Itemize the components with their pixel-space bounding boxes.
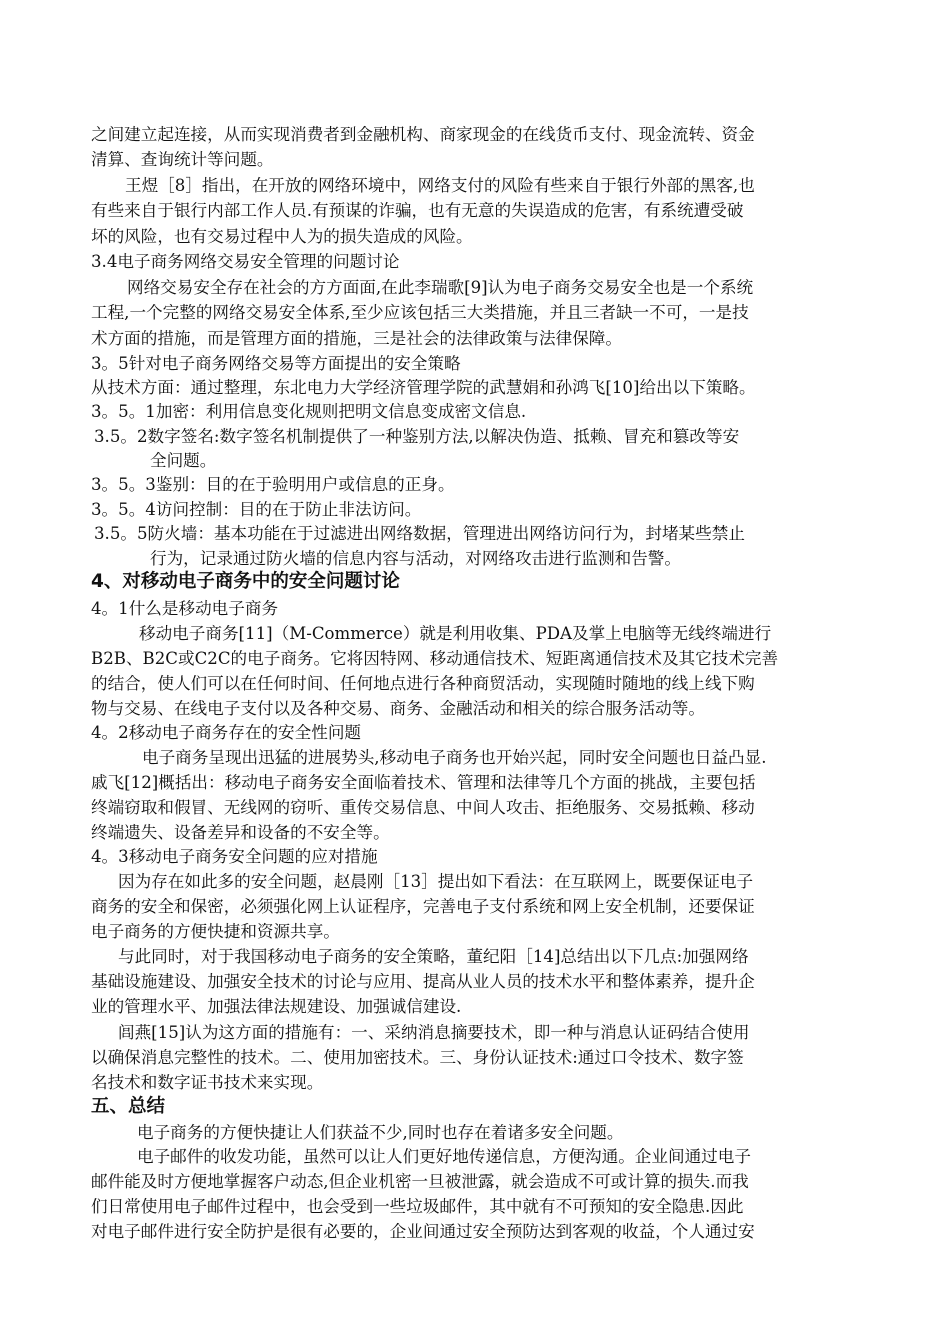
section-heading-3-5: 3。5针对电子商务网络交易等方面提出的安全策略 xyxy=(91,354,461,373)
body-text-line: 有些来自于银行内部工作人员.有预谋的诈骗，也有无意的失误造成的危害，有系统遭受破 xyxy=(91,201,744,220)
body-text-line: 物与交易、在线电子支付以及各种交易、商务、金融活动和相关的综合服务活动等。 xyxy=(91,699,705,718)
section-heading-3-4: 3.4电子商务网络交易安全管理的问题讨论 xyxy=(91,252,400,271)
list-item-3-5-1: 3。5。1加密：利用信息变化规则把明文信息变成密文信息. xyxy=(91,402,527,421)
body-text-line: 业的管理水平、加强法律法规建设、加强诚信建设. xyxy=(91,997,462,1016)
body-text-line: 之间建立起连接，从而实现消费者到金融机构、商家现金的在线货币支付、现金流转、资金 xyxy=(91,125,755,144)
list-item-3-5-2: 3.5。2数字签名:数字签名机制提供了一种鉴别方法,以解决伪造、抵赖、冒充和篡改等安 xyxy=(94,427,740,446)
body-text-line: 电子邮件的收发功能，虽然可以让人们更好地传递信息，方便沟通。企业间通过电子 xyxy=(137,1147,751,1166)
body-text-line: 王煜［8］指出，在开放的网络环境中，网络支付的风险有些来自于银行外部的黑客,也 xyxy=(125,176,755,195)
list-item-3-5-5: 3.5。5防火墙：基本功能在于过滤进出网络数据，管理进出网络访问行为，封堵某些禁止 xyxy=(94,524,745,543)
body-text-line: 网络交易安全存在社会的方方面面,在此李瑞歌[9]认为电子商务交易安全也是一个系统 xyxy=(127,278,754,297)
body-text-line: 名技术和数字证书技术来实现。 xyxy=(91,1073,324,1092)
body-text-line: B2B、B2C或C2C的电子商务。它将因特网、移动通信技术、短距离通信技术及其它技术完善 xyxy=(91,649,779,668)
body-text-line: 与此同时，对于我国移动电子商务的安全策略，董纪阳［14]总结出以下几点:加强网络 xyxy=(118,947,749,966)
section-heading-4-2: 4。2移动电子商务存在的安全性问题 xyxy=(91,723,362,742)
body-text-line: 工程,一个完整的网络交易安全体系,至少应该包括三大类措施，并且三者缺一不可，一是技 xyxy=(91,303,749,322)
body-text-line: 戚飞[12]概括出：移动电子商务安全面临着技术、管理和法律等几个方面的挑战，主要包括 xyxy=(91,773,756,792)
section-heading-5: 五、总结 xyxy=(91,1096,166,1117)
body-text-line: 终端遗失、设备差异和设备的不安全等。 xyxy=(91,823,390,842)
body-text-line: 因为存在如此多的安全问题，赵晨刚［13］提出如下看法：在互联网上，既要保证电子 xyxy=(118,872,754,891)
body-text-line: 基础设施建设、加强安全技术的讨论与应用、提高从业人员的技术水平和整体素养，提升企 xyxy=(91,972,755,991)
body-text-line: 以确保消息完整性的技术。二、使用加密技术。三、身份认证技术:通过口令技术、数字签 xyxy=(91,1048,744,1067)
body-text-line: 清算、查询统计等问题。 xyxy=(91,150,274,169)
body-text-line: 电子商务呈现出迅猛的进展势头,移动电子商务也开始兴起，同时安全问题也日益凸显. xyxy=(142,748,767,767)
body-text-line: 闾燕[15]认为这方面的措施有：一、采纳消息摘要技术，即一种与消息认证码结合使用 xyxy=(118,1023,750,1042)
section-heading-4-1: 4。1什么是移动电子商务 xyxy=(91,599,279,618)
body-text-line: 商务的安全和保密，必须强化网上认证程序，完善电子支付系统和网上安全机制，还要保证 xyxy=(91,897,755,916)
list-item-3-5-3: 3。5。3鉴别：目的在于验明用户或信息的正身。 xyxy=(91,475,455,494)
body-text-line: 术方面的措施，而是管理方面的措施，三是社会的法律政策与法律保障。 xyxy=(91,329,622,348)
body-text-line: 终端窃取和假冒、无线网的窃听、重传交易信息、中间人攻击、拒绝服务、交易抵赖、移动 xyxy=(91,798,755,817)
section-heading-4: 4、对移动电子商务中的安全问题讨论 xyxy=(91,571,400,592)
body-text-line: 坏的风险，也有交易过程中人为的损失造成的风险。 xyxy=(91,227,473,246)
body-text-line: 移动电子商务[11]（M-Commerce）就是利用收集、PDA及掌上电脑等无线终端进行 xyxy=(139,624,772,643)
list-item-3-5-4: 3。5。4访问控制：目的在于防止非法访问。 xyxy=(91,500,422,519)
body-text-line: 电子商务的方便快捷让人们获益不少,同时也存在着诸多安全问题。 xyxy=(137,1123,624,1142)
section-heading-4-3: 4。3移动电子商务安全问题的应对措施 xyxy=(91,847,378,866)
body-text-line: 从技术方面：通过整理，东北电力大学经济管理学院的武慧娟和孙鸿飞[10]给出以下策略。 xyxy=(91,378,756,397)
body-text-line: 们日常使用电子邮件过程中，也会受到一些垃圾邮件，其中就有不可预知的安全隐患.因此 xyxy=(91,1197,744,1216)
body-text-line: 邮件能及时方便地掌握客户动态,但企业机密一旦被泄露，就会造成不可或计算的损失.而我 xyxy=(91,1172,749,1191)
body-text-line: 的结合，使人们可以在任何时间、任何地点进行各种商贸活动，实现随时随地的线上线下购 xyxy=(91,674,755,693)
list-item-continuation: 行为，记录通过防火墙的信息内容与活动，对网络攻击进行监测和告警。 xyxy=(150,549,681,568)
body-text-line: 电子商务的方便快捷和资源共享。 xyxy=(91,922,340,941)
list-item-continuation: 全问题。 xyxy=(150,451,217,470)
body-text-line: 对电子邮件进行安全防护是很有必要的，企业间通过安全预防达到客观的收益，个人通过安 xyxy=(91,1222,755,1241)
